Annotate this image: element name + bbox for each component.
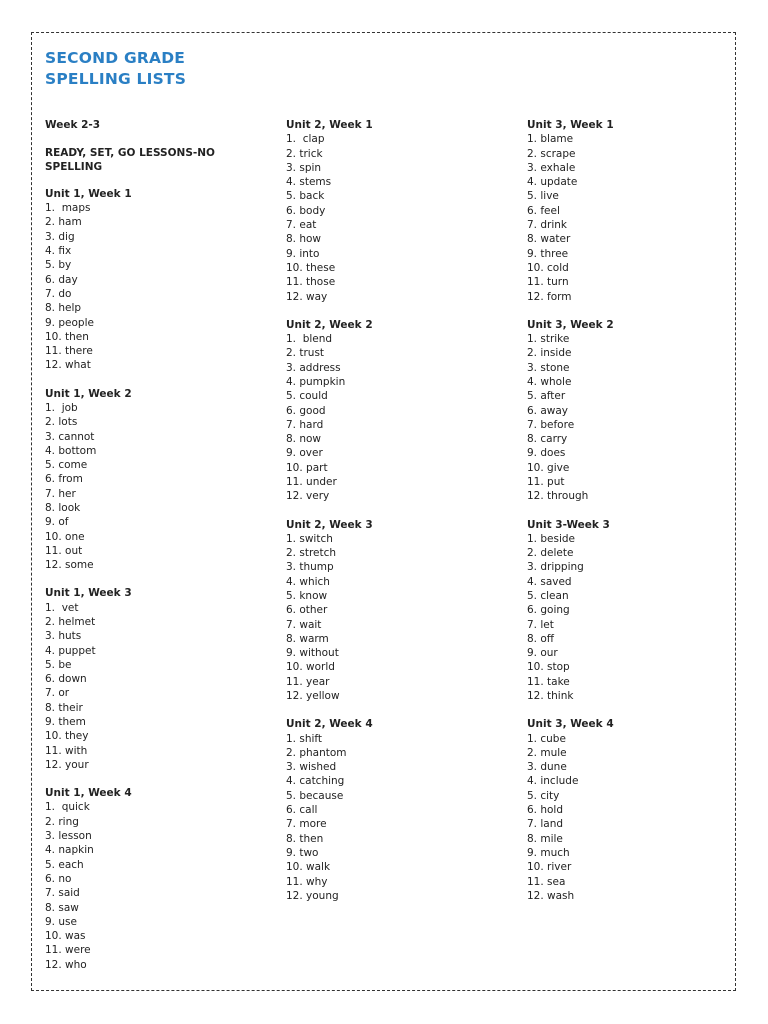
list-item: 5. city: [527, 789, 560, 802]
spelling-list: [45, 786, 250, 972]
list-item: 3. thump: [286, 561, 334, 574]
word-list: [286, 132, 486, 304]
list-heading: Unit 2, Week 3: [286, 518, 373, 531]
list-item: 6. call: [286, 804, 318, 817]
list-item: 10. one: [45, 530, 85, 543]
list-item: 9. of: [45, 516, 69, 529]
list-item: 1. job: [45, 401, 78, 414]
list-item: 4. napkin: [45, 844, 94, 857]
list-item: 11. out: [45, 544, 83, 557]
list-item: 2. inside: [527, 347, 572, 360]
list-heading: Unit 2, Week 2: [286, 318, 373, 331]
list-item: 12. what: [45, 359, 91, 372]
list-item: 9. into: [286, 247, 320, 260]
list-item: 1. vet: [45, 601, 79, 614]
list-item: 12. yellow: [286, 690, 340, 703]
list-item: 6. away: [527, 404, 569, 417]
list-item: 9. over: [286, 447, 323, 460]
list-item: 5. know: [286, 589, 328, 602]
list-item: 2. delete: [527, 547, 574, 560]
list-item: 12. young: [286, 889, 339, 902]
list-item: 6. day: [45, 273, 78, 286]
list-item: 7. before: [527, 418, 575, 431]
list-item: 6. going: [527, 604, 570, 617]
word-list: [527, 532, 727, 704]
list-item: 8. warm: [286, 632, 329, 645]
list-item: 4. update: [527, 176, 578, 189]
list-item: 6. no: [45, 872, 72, 885]
list-item: 11. under: [286, 476, 337, 489]
word-list: [527, 132, 727, 304]
list-heading: Unit 1, Week 4: [45, 787, 132, 800]
list-item: 5. live: [527, 190, 559, 203]
list-item: 8. how: [286, 233, 322, 246]
list-item: 8. help: [45, 302, 82, 315]
list-item: 10. these: [286, 261, 336, 274]
list-item: 10. walk: [286, 861, 331, 874]
list-item: 10. part: [286, 461, 328, 474]
list-item: 10. cold: [527, 261, 569, 274]
list-item: 5. back: [286, 190, 325, 203]
list-item: 6. other: [286, 604, 328, 617]
list-heading: Unit 2, Week 4: [286, 718, 373, 731]
list-item: 8. off: [527, 632, 555, 645]
list-item: 9. three: [527, 247, 569, 260]
list-item: 12. who: [45, 958, 87, 971]
list-item: 2. trust: [286, 347, 325, 360]
list-item: 11. turn: [527, 276, 569, 289]
list-item: 4. catching: [286, 775, 345, 788]
list-item: 6. good: [286, 404, 326, 417]
spelling-list: [527, 717, 727, 903]
list-item: 11. year: [286, 675, 330, 688]
list-item: 3. cannot: [45, 430, 95, 443]
spelling-list: [286, 318, 486, 504]
list-item: 7. or: [45, 687, 70, 700]
list-item: 1. maps: [45, 202, 91, 215]
list-item: 9. two: [286, 846, 319, 859]
list-item: 3. address: [286, 361, 341, 374]
spelling-list: [527, 518, 727, 704]
word-list: [45, 401, 250, 573]
list-item: 1. beside: [527, 532, 575, 545]
list-item: 2. mule: [527, 746, 567, 759]
list-heading: Unit 3, Week 1: [527, 119, 614, 131]
list-item: 10. they: [45, 730, 89, 743]
list-item: 5. could: [286, 390, 328, 403]
list-item: 7. land: [527, 818, 564, 831]
list-item: 1. blend: [286, 333, 333, 346]
list-item: 7. her: [45, 487, 76, 500]
list-item: 4. whole: [527, 375, 572, 388]
list-item: 8. water: [527, 233, 571, 246]
list-item: 1. switch: [286, 532, 333, 545]
list-item: 7. hard: [286, 418, 324, 431]
list-item: 4. bottom: [45, 444, 97, 457]
list-item: 9. without: [286, 647, 339, 660]
list-item: 3. spin: [286, 161, 322, 174]
list-item: 4. stems: [286, 176, 332, 189]
column-3: [527, 118, 727, 917]
list-item: 7. do: [45, 287, 72, 300]
list-item: 12. form: [527, 290, 572, 303]
list-item: 8. carry: [527, 433, 568, 446]
list-item: 9. them: [45, 716, 86, 729]
spelling-list: [527, 318, 727, 504]
list-item: 4. saved: [527, 575, 572, 588]
list-item: 11. sea: [527, 875, 566, 888]
list-item: 12. some: [45, 559, 94, 572]
list-item: 3. lesson: [45, 830, 92, 843]
list-item: 2. trick: [286, 147, 323, 160]
list-item: 3. exhale: [527, 161, 576, 174]
list-item: 6. down: [45, 673, 87, 686]
list-item: 7. eat: [286, 219, 317, 232]
spelling-list: [286, 118, 486, 304]
list-item: 4. which: [286, 575, 330, 588]
list-item: 8. their: [45, 701, 83, 714]
spelling-list: [286, 717, 486, 903]
list-heading: Unit 1, Week 1: [45, 187, 132, 200]
list-item: 10. give: [527, 461, 570, 474]
list-item: 1. cube: [527, 732, 566, 745]
list-item: 7. said: [45, 887, 80, 900]
list-item: 8. now: [286, 433, 322, 446]
list-item: 12. way: [286, 290, 328, 303]
list-heading: Unit 1, Week 3: [45, 587, 132, 600]
list-item: 10. world: [286, 661, 335, 674]
list-item: 12. very: [286, 490, 330, 503]
list-item: 2. phantom: [286, 746, 347, 759]
word-list: [45, 800, 250, 972]
list-item: 4. fix: [45, 245, 72, 258]
list-item: 4. pumpkin: [286, 375, 346, 388]
word-list: [286, 332, 486, 504]
list-item: 7. more: [286, 818, 327, 831]
list-item: 3. huts: [45, 630, 82, 643]
column-1: [45, 118, 250, 986]
word-list: [286, 732, 486, 904]
list-item: 2. ring: [45, 815, 79, 828]
list-item: 2. lots: [45, 416, 78, 429]
word-list: [45, 201, 250, 373]
column-2: [286, 118, 486, 917]
list-heading: Unit 1, Week 2: [45, 387, 132, 400]
list-item: 11. there: [45, 345, 93, 358]
list-item: 1. shift: [286, 732, 323, 745]
page-title: [45, 48, 186, 90]
list-item: 2. helmet: [45, 615, 96, 628]
list-item: 9. much: [527, 846, 570, 859]
list-item: 11. were: [45, 944, 91, 957]
list-item: 11. take: [527, 675, 570, 688]
list-item: 6. body: [286, 204, 326, 217]
list-item: 2. stretch: [286, 547, 337, 560]
list-item: 12. through: [527, 490, 589, 503]
list-item: 4. include: [527, 775, 579, 788]
list-item: 10. river: [527, 861, 572, 874]
list-item: 3. stone: [527, 361, 570, 374]
list-item: 5. clean: [527, 589, 569, 602]
list-item: 9. our: [527, 647, 558, 660]
list-item: 6. feel: [527, 204, 560, 217]
list-item: 4. puppet: [45, 644, 96, 657]
list-heading: Unit 3-Week 3: [527, 518, 610, 531]
list-item: 11. those: [286, 276, 336, 289]
spelling-list: [45, 187, 250, 373]
list-item: 8. then: [286, 832, 324, 845]
list-item: 5. because: [286, 789, 344, 802]
list-item: 5. after: [527, 390, 566, 403]
word-list: [527, 332, 727, 504]
list-item: 11. why: [286, 875, 328, 888]
spelling-list: [45, 387, 250, 573]
list-item: 7. drink: [527, 219, 567, 232]
list-item: 5. be: [45, 658, 72, 671]
list-item: 5. each: [45, 858, 84, 871]
list-item: 7. let: [527, 618, 554, 631]
list-item: 10. then: [45, 330, 89, 343]
week-range-label: Week 2-3: [45, 119, 101, 131]
title-line-1: SECOND GRADE: [45, 49, 186, 67]
list-item: 5. come: [45, 459, 88, 472]
list-item: 1. clap: [286, 133, 325, 146]
list-item: 11. put: [527, 476, 565, 489]
list-item: 2. scrape: [527, 147, 576, 160]
list-item: 10. stop: [527, 661, 570, 674]
list-item: 6. from: [45, 473, 83, 486]
word-list: [527, 732, 727, 904]
list-item: 9. use: [45, 915, 77, 928]
list-item: 3. wished: [286, 761, 337, 774]
list-item: 11. with: [45, 744, 88, 757]
no-spelling-note: READY, SET, GO LESSONS-NO SPELLING: [45, 146, 215, 174]
list-heading: Unit 3, Week 4: [527, 718, 614, 731]
list-heading: Unit 2, Week 1: [286, 119, 373, 131]
list-item: 6. hold: [527, 804, 564, 817]
list-item: 3. dig: [45, 230, 75, 243]
list-item: 12. think: [527, 690, 574, 703]
spelling-list: [527, 118, 727, 304]
list-item: 5. by: [45, 259, 72, 272]
list-item: 1. quick: [45, 801, 90, 814]
word-list: [45, 601, 250, 773]
list-item: 12. wash: [527, 889, 575, 902]
list-item: 8. mile: [527, 832, 563, 845]
title-line-2: SPELLING LISTS: [45, 70, 187, 88]
list-item: 1. strike: [527, 333, 570, 346]
list-item: 9. does: [527, 447, 566, 460]
list-item: 8. look: [45, 502, 81, 515]
list-item: 7. wait: [286, 618, 322, 631]
list-item: 1. blame: [527, 133, 574, 146]
list-item: 2. ham: [45, 216, 82, 229]
list-item: 8. saw: [45, 901, 79, 914]
list-item: 12. your: [45, 758, 89, 771]
list-item: 10. was: [45, 930, 86, 943]
word-list: [286, 532, 486, 704]
list-item: 3. dripping: [527, 561, 584, 574]
list-heading: Unit 3, Week 2: [527, 318, 614, 331]
list-item: 3. dune: [527, 761, 567, 774]
spelling-list: [45, 586, 250, 772]
spelling-list: [286, 518, 486, 704]
list-item: 9. people: [45, 316, 94, 329]
